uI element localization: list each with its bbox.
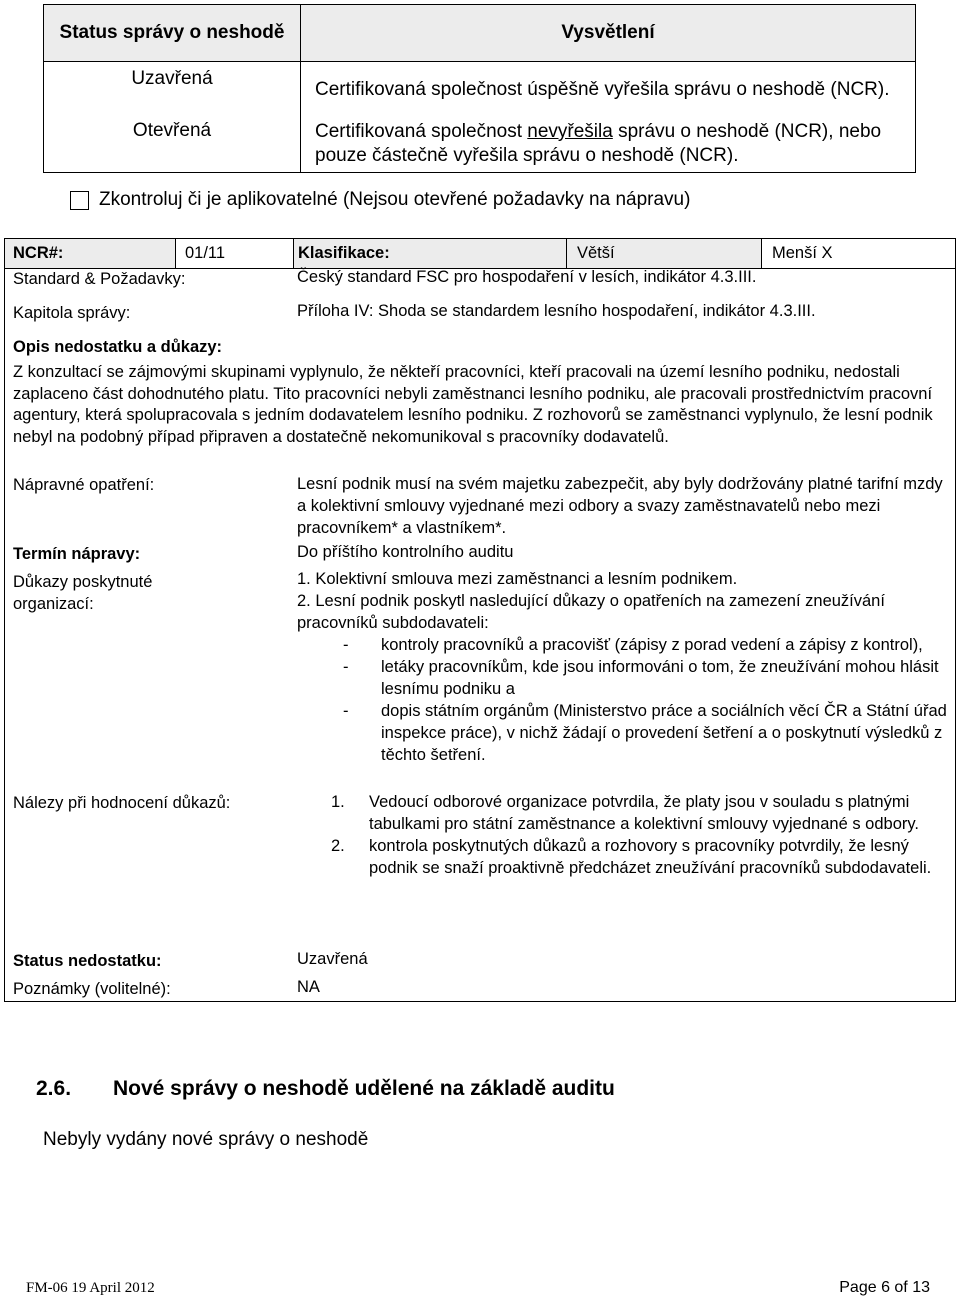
standard-label: Standard & Požadavky: — [13, 270, 186, 288]
legend-header-explanation: Vysvětlení — [301, 5, 916, 62]
legend-desc-closed: Certifikovaná společnost úspěšně vyřešila správu o neshodě (NCR). — [301, 62, 916, 121]
status-value: Uzavřená — [297, 950, 368, 968]
divider — [175, 239, 176, 268]
section-text: Nebyly vydány nové správy o neshodě — [43, 1129, 369, 1150]
section-number: 2.6. — [36, 1077, 72, 1100]
notes-value: NA — [297, 978, 320, 996]
finding-item: 1. Vedoucí odborové organizace potvrdila, že platy jsou v souladu s platnými tabulkami pro státní zaměstnance a kolektivní smlouvy vyjednané s odbory. — [331, 793, 919, 833]
checkbox[interactable] — [70, 191, 89, 210]
legend-desc-open: Certifikovaná společnost nevyřešila správu o neshodě (NCR), nebo pouze částečně vyřešila správu o neshodě (NCR). — [301, 120, 916, 173]
ncr-number-label: NCR#: — [13, 244, 64, 262]
standard-value: Český standard FSC pro hospodaření v lesích, indikátor 4.3.III. — [297, 268, 757, 286]
divider — [761, 239, 762, 268]
evidence-bullet: - dopis státním orgánům (Ministerstvo práce a sociálních věcí ČR a Státní úřad inspekce práce), v nichž žádají o provedení šetření a o poskytnutí výsledků z těchto šetření. — [343, 702, 947, 764]
classification-minor: Menší X — [772, 244, 833, 262]
evidence-bullet: - kontroly pracovníků a pracovišť (zápisy z porad vedení a zápisy z kontrol), — [343, 636, 923, 654]
evidence-item: 2. Lesní podnik poskytl nasledující důkazy o opatřeních na zamezení zneužívání pracovníků subdodavateli: — [297, 592, 885, 632]
divider — [566, 239, 567, 268]
footer-form-id: FM-06 19 April 2012 — [26, 1280, 155, 1296]
corrective-value: Lesní podnik musí na svém majetku zabezpečit, aby byly dodržovány platné tarifní mzdy a kolektivní smlouvy vyjednané mezi odbory a svazy zaměstnavatelů nebo mezi pracovníkem* a vlastníkem*. — [297, 475, 943, 537]
legend-status-closed: Uzavřená — [44, 62, 301, 121]
legend-row-open — [44, 120, 916, 173]
notes-label: Poznámky (volitelné): — [13, 980, 171, 998]
classification-major: Větší — [577, 244, 615, 262]
status-legend-table — [43, 4, 916, 173]
legend-status-open: Otevřená — [44, 120, 301, 173]
status-label: Status nedostatku: — [13, 952, 162, 970]
evidence-list — [297, 568, 949, 766]
findings-list — [331, 791, 949, 879]
underlined-word: nevyřešila — [527, 121, 613, 142]
legend-header-status: Status správy o neshodě — [44, 5, 301, 62]
applicability-check — [70, 189, 690, 211]
evidence-bullet: - letáky pracovníkům, kde jsou informováni o tom, že zneužívání mohou hlásit lesnímu podniku a — [343, 658, 939, 698]
footer-page-number: Page 6 of 13 — [839, 1279, 930, 1296]
evidence-label: Důkazy poskytnuté organizací: — [13, 573, 153, 613]
checkbox-label: Zkontroluj či je aplikovatelné (Nejsou otevřené požadavky na nápravu) — [99, 189, 691, 210]
ncr-form — [4, 238, 956, 1002]
divider — [293, 239, 294, 268]
description-label: Opis nedostatku a důkazy: — [13, 338, 223, 356]
findings-label: Nálezy při hodnocení důkazů: — [13, 794, 231, 812]
section-title: Nové správy o neshodě udělené na základě auditu — [113, 1077, 615, 1100]
corrective-label: Nápravné opatření: — [13, 476, 155, 494]
ncr-number-value: 01/11 — [185, 244, 226, 262]
deadline-value: Do příštího kontrolního auditu — [297, 543, 514, 561]
chapter-value: Příloha IV: Shoda se standardem lesního hospodaření, indikátor 4.3.III. — [297, 302, 816, 320]
description-text: Z konzultací se zájmovými skupinami vyplynulo, že někteří pracovníci, kteří pracovali na území lesního podniku, nedostali zaplaceno část dohodnutého platu. Tito pracovníci nebyli zaměstnanci lesního podniku, ale pracovali prostřednictvím pracovní agentury, která spolupracovala s jedním dodavatelem lesního podniku. Z rozhovorů se zaměstnanci vyplynulo, že lesní podnik nebyl na podobný případ připraven a dostatečně nekomunikoval s pracovníky dodavatelů. — [13, 363, 933, 446]
evidence-item: 1. Kolektivní smlouva mezi zaměstnanci a lesním podnikem. — [297, 570, 738, 588]
finding-item: 2. kontrola poskytnutých důkazů a rozhovory s pracovníky potvrdily, že lesný podnik se snaží proaktivně předcházet zneužívání pracovníků subdodavateli. — [331, 837, 932, 877]
deadline-label: Termín nápravy: — [13, 545, 141, 563]
legend-row-closed — [44, 62, 916, 121]
classification-label: Klasifikace: — [298, 244, 390, 262]
chapter-label: Kapitola správy: — [13, 304, 131, 322]
